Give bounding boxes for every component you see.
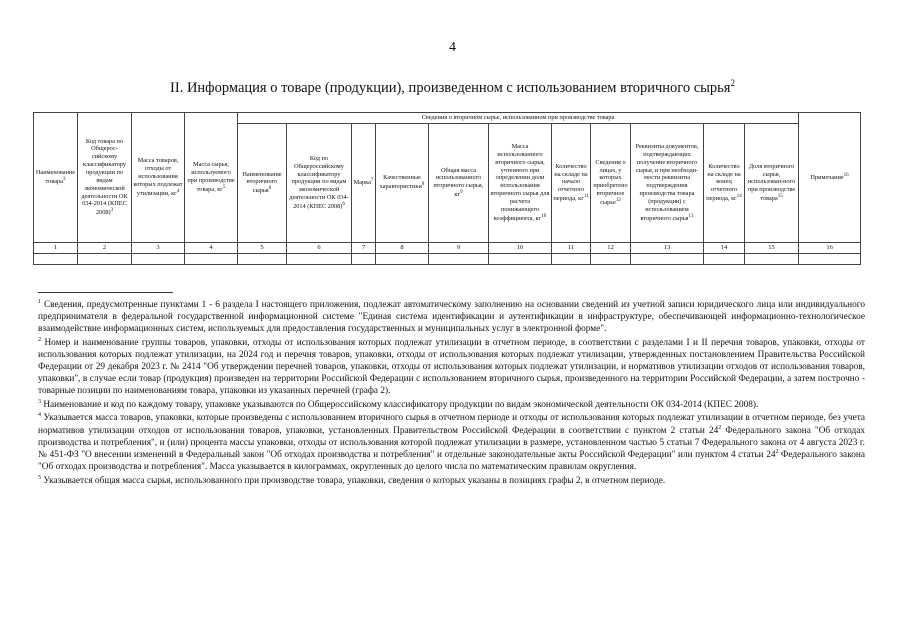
table-cell [799,253,861,264]
table-cell [704,253,745,264]
table-cell [591,253,631,264]
col-header-8: Качественные характеристики$^8$ [376,123,429,242]
col-header-12: Сведения о лицах, у которых приобретено вторичное сырье$^{12}$ [591,123,631,242]
column-number-row [34,242,861,253]
col-header-6: Код по Общероссийскому классификатору продукции по видам экономической деятельности ОК 034-2014 (КПЕС 2008)$^6$ [287,123,352,242]
column-number: 15 [745,242,799,253]
footnote-separator [38,292,173,293]
table-cell [489,253,552,264]
table-cell [745,253,799,264]
table-cell [132,253,185,264]
col-header-9: Общая масса использованного вторичного сырья, $кг^9$ [429,123,489,242]
col-header-4: Масса сырья, используемого при производстве товара, $кг^5$ [185,113,238,243]
table-cell [376,253,429,264]
group-header: Сведения о вторичном сырье, использованном при производстве товара [238,113,799,124]
table-cell [238,253,287,264]
column-number: 2 [78,242,132,253]
column-number: 3 [132,242,185,253]
col-header-1: Наименование товара$^3$ [34,113,78,243]
column-number: 5 [238,242,287,253]
column-number: 1 [34,242,78,253]
footnote-3: $^3$ Наименование и код по каждому товару, упаковке указываются по Общероссийскому классификатору продукции по видам экономической деятельности ОК 034-2014 (КПЕС 2008). [38,398,759,410]
section-heading-text: II. Информация о товаре (продукции), произведенном с использованием вторичного сырья [170,79,731,96]
table-cell [352,253,376,264]
column-number: 4 [185,242,238,253]
table-cell [185,253,238,264]
column-number: 16 [799,242,861,253]
section-heading [0,78,905,97]
col-header-11: Количество на складе на начало отчетного периода, $кг^{11}$ [552,123,591,242]
column-number: 11 [552,242,591,253]
col-header-5: Наименование вторичного сырья$^6$ [238,123,287,242]
col-header-10: Масса использованного вторичного сырья, учтенного при определении доли использования вторичного сырья для расчета понижающего коэффициента, $кг^{10}$ [489,123,552,242]
section-heading-ref: 2 [730,78,735,88]
column-number: 9 [429,242,489,253]
table-cell [287,253,352,264]
table-cell [429,253,489,264]
col-header-16: Примечание$^{16}$ [799,113,861,243]
col-header-13: Реквизиты документов, подтверждающих получение вторичного сырья, и при необходи-мости реквизиты подтверждения производства товара (продукции) с использованием вторичного сырья$^{13}$ [631,123,704,242]
column-number: 14 [704,242,745,253]
empty-data-row [34,253,861,264]
page-number: 4 [449,40,456,55]
footnote-2: $^2$ Номер и наименование группы товаров, упаковки, отходы от использования которых подлежат утилизации в отчетном периоде, в соответствии с разделами I и II перечня товаров, упаковки, отходы от использования которых подлежат утилизации, на 2024 год и перечня товаров, упаковки, отходы от использования которых подлежат утилизации, утвержденных постановлением Правительства Российской Федерации от 29 декабря 2023 г. № 2414 "Об утверждении перечней товаров, упаковки, отходы от использования которых подлежат утилизации, и нормативов утилизации отходов от использования товаров, упаковки", в случае если товар (продукция) произведен на территории Российской Федерации с использованием вторичного сырья, произведенного на территории Российской Федерации, а затем построчно - товарные позиции по наименованиям товара, упаковки из указанных перечней (графа 2). [38,336,865,397]
column-number: 6 [287,242,352,253]
recycled-materials-table [33,112,861,265]
table-cell [631,253,704,264]
footnotes [38,299,865,488]
table-cell [78,253,132,264]
column-number: 10 [489,242,552,253]
footnote-4: $^4$ Указывается масса товаров, упаковки, которые произведены с использованием вторичного сырья в отчетном периоде и отходы от использования которых подлежат утилизации в отчетном периоде, без учета нормативов утилизации отходов от использования товаров, упаковки, установленных Правительством Российской Федерации в соответствии с пунктом 2 статьи $24^2$ Федерального закона "Об отходах производства и потребления", и (или) процента массы упаковки, отходы от использования которой подлежат утилизации в размере, установленном частью 5 статьи 7 Федерального закона от 4 августа 2023 г. № 451-ФЗ "О внесении изменений в Федеральный закон "Об отходах производства и потребления" и отдельные законодательные акты Российской Федерации" или пунктом 4 статьи $24^2$ Федерального закона "Об отходах производства и потребления". Масса указывается в килограммах, округленных до целого числа по математическим правилам округления. [38,412,866,473]
col-header-7: Марка$^7$ [352,123,376,242]
footnote-5: $^5$ Указывается общая масса сырья, использованного при производстве товара, упаковки, сведения о которых указаны в позициях графы 2, в отчетном периоде. [38,474,666,486]
footnote-1: $^1$ Сведения, предусмотренные пунктами 1 - 6 раздела I настоящего приложения, подлежат автоматическому заполнению на основании сведений из учетной записи юридического лица или индивидуального предпринимателя в федеральной государственной информационной системе "Единая система идентификации и аутентификации в инфраструктуре, обеспечивающей информационно-технологическое взаимодействие информационных систем, используемых для предоставления государственных и муниципальных услуг в электронной форме". [38,299,865,335]
col-header-15: Доля вторичного сырья, использован-ного при производстве товара$^{15}$ [745,123,799,242]
column-number: 7 [352,242,376,253]
column-number: 12 [591,242,631,253]
table-cell [34,253,78,264]
col-header-3: Масса товаров, отходы от использования которых подлежат утилизации, $кг^4$ [132,113,185,243]
column-number: 8 [376,242,429,253]
col-header-2: Код товара по Общерос-сийскому классификатору продукции по видам экономической деятельности ОК 034-2014 (КПЕС 2008)$^3$ [78,113,132,243]
col-header-14: Количество на складе на конец отчетного периода, $кг^{14}$ [704,123,745,242]
table-cell [552,253,591,264]
column-number: 13 [631,242,704,253]
